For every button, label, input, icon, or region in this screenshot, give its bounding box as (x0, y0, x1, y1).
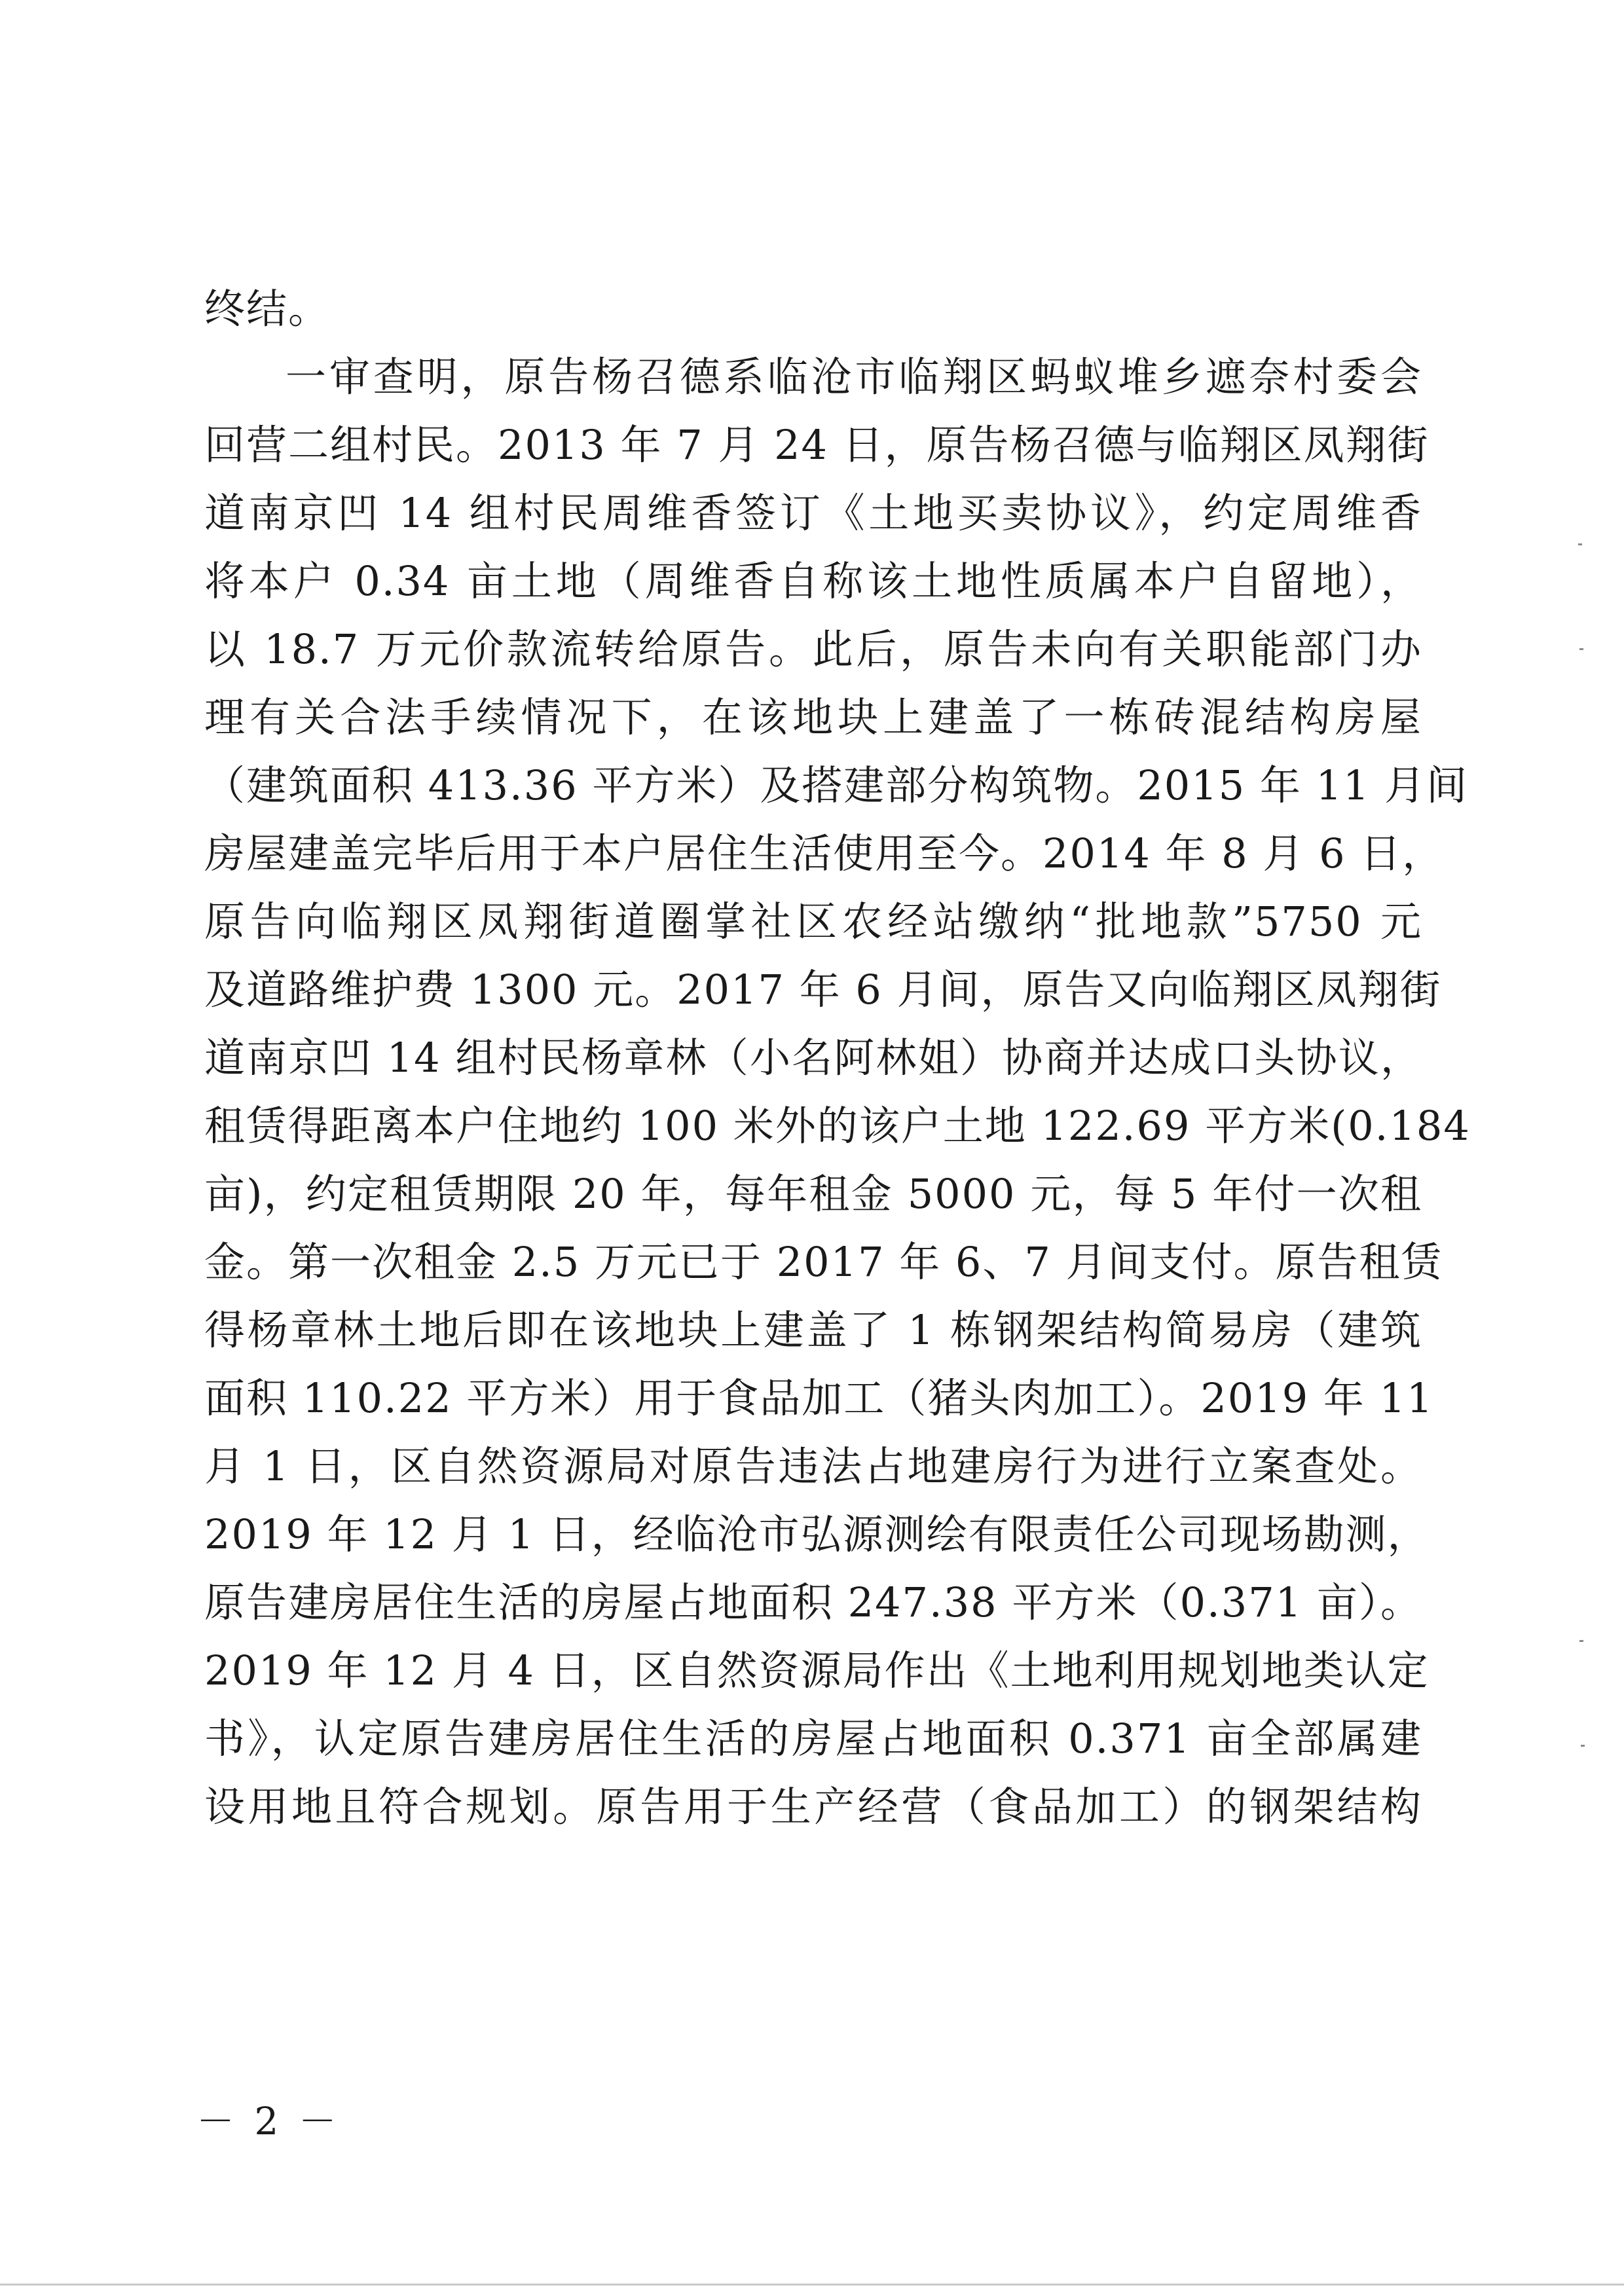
text-line: 原告向临翔区凤翔街道圈掌社区农经站缴纳“批地款”5750 元 (204, 898, 1422, 945)
scan-bottom-edge (0, 2284, 1624, 2286)
text-line: 道南京凹 14 组村民杨章林（小名阿林姐）协商并达成口头协议， (204, 1034, 1422, 1082)
text-line: 原告建房居住生活的房屋占地面积 247.38 平方米（0.371 亩）。 (204, 1578, 1422, 1626)
scan-margin-mark (1578, 543, 1582, 545)
text-line: 理有关合法手续情况下，在该地块上建盖了一栋砖混结构房屋 (204, 693, 1422, 741)
text-line: 租赁得距离本户住地约 100 米外的该户土地 122.69 平方米(0.184 (204, 1102, 1471, 1150)
text-line: 及道路维护费 1300 元。2017 年 6 月间，原告又向临翔区凤翔街 (204, 966, 1442, 1013)
text-line: 金。第一次租金 2.5 万元已于 2017 年 6、7 月间支付。原告租赁 (204, 1238, 1443, 1286)
text-line: 设用地且符合规划。原告用于生产经营（食品加工）的钢架结构 (204, 1783, 1422, 1831)
text-line: 一审查明，原告杨召德系临沧市临翔区蚂蚁堆乡遮奈村委会 (286, 353, 1422, 401)
text-line: 道南京凹 14 组村民周维香签订《土地买卖协议》，约定周维香 (204, 489, 1422, 537)
text-line: 房屋建盖完毕后用于本户居住生活使用至今。2014 年 8 月 6 日， (204, 829, 1445, 877)
text-line: （建筑面积 413.36 平方米）及搭建部分构筑物。2015 年 11 月间 (204, 761, 1469, 809)
scan-margin-mark (1581, 1745, 1585, 1747)
text-line: 将本户 0.34 亩土地（周维香自称该土地性质属本户自留地）， (204, 557, 1422, 605)
body-text (204, 275, 1471, 1841)
text-line: 面积 110.22 平方米）用于食品加工（猪头肉加工）。2019 年 11 (204, 1374, 1434, 1422)
text-line: 得杨章林土地后即在该地块上建盖了 1 栋钢架结构简易房（建筑 (204, 1306, 1422, 1354)
text-line: 书》，认定原告建房居住生活的房屋占地面积 0.371 亩全部属建 (204, 1715, 1422, 1762)
text-line: 2019 年 12 月 4 日，区自然资源局作出《土地利用规划地类认定 (204, 1647, 1430, 1694)
text-line: 亩)，约定租赁期限 20 年，每年租金 5000 元，每 5 年付一次租 (204, 1170, 1422, 1218)
scan-margin-mark (1579, 1640, 1583, 1642)
text-line: 终结。 (204, 285, 331, 333)
text-line: 2019 年 12 月 1 日，经临沧市弘源测绘有限责任公司现场勘测， (204, 1510, 1430, 1558)
text-line: 月 1 日，区自然资源局对原告违法占地建房行为进行立案查处。 (204, 1442, 1422, 1490)
text-line: 回营二组村民。2013 年 7 月 24 日，原告杨召德与临翔区凤翔街 (204, 421, 1430, 469)
page-number: － 2 － (196, 2099, 341, 2143)
scan-margin-mark (1579, 648, 1583, 650)
text-line: 以 18.7 万元价款流转给原告。此后，原告未向有关职能部门办 (204, 625, 1422, 673)
